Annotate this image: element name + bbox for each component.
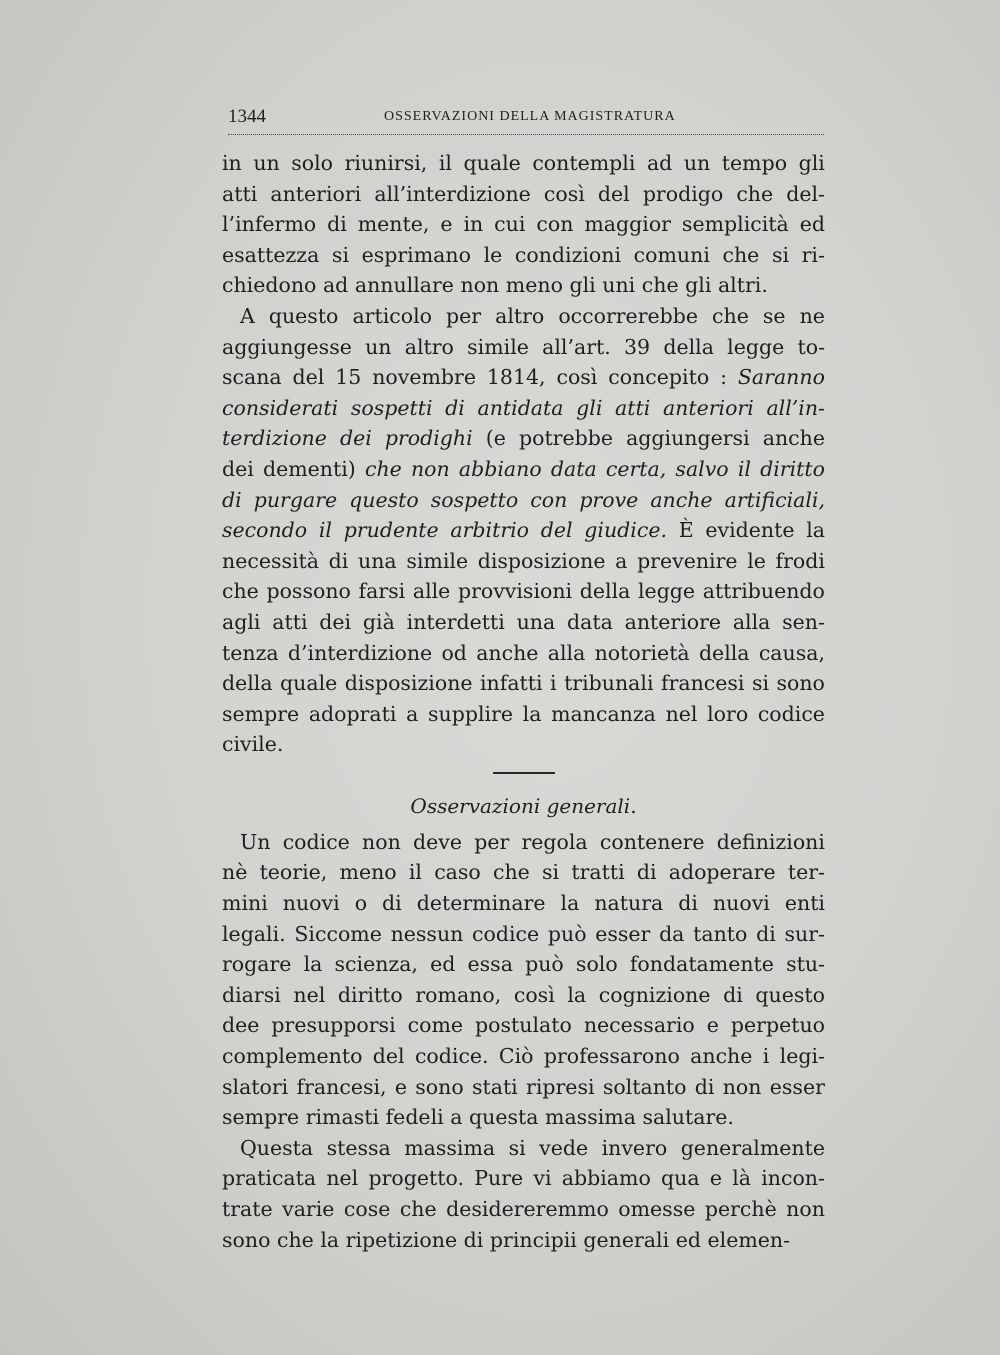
text-line: necessità di una simile disposizione a prevenire le frodi (222, 548, 825, 573)
text-line: rogare la scienza, ed essa può solo fondatamente stu- (222, 952, 825, 977)
text-line: tenza d’interdizione od anche alla notorietà della causa, (222, 640, 825, 665)
text-line: Un codice non deve per regola contenere definizioni (240, 829, 825, 854)
section-divider (493, 772, 555, 774)
text-line: scana del 15 novembre 1814, così concepito : Saranno (222, 365, 825, 390)
paragraph-4 (222, 1133, 825, 1255)
text-line: che possono farsi alle provvisioni della legge attribuendo (222, 579, 825, 604)
text-line: civile. (222, 732, 284, 757)
text-line: sono che la ripetizione di principii generali ed elemen- (222, 1227, 791, 1252)
page-number: 1344 (228, 106, 266, 127)
paragraph-2 (222, 301, 825, 760)
text-line: legali. Siccome nessun codice può esser da tanto di sur- (222, 921, 825, 946)
text-line: sempre adoprati a supplire la mancanza nel loro codice (222, 701, 825, 726)
text-line: esattezza si esprimano le condizioni comuni che si ri- (222, 242, 825, 267)
text-line: nè teorie, meno il caso che si tratti di adoperare ter- (222, 860, 825, 885)
body-text (222, 148, 825, 1255)
text-line: sempre rimasti fedeli a questa massima salutare. (222, 1105, 734, 1130)
text-line: slatori francesi, e sono stati ripresi soltanto di non esser (222, 1074, 825, 1099)
text-line: dee presupporsi come postulato necessario e perpetuo (222, 1013, 825, 1038)
text-line: di purgare questo sospetto con prove anche artificiali, (222, 487, 825, 512)
paragraph-3 (222, 827, 825, 1133)
text-line: trate varie cose che desidereremmo omesse perchè non (222, 1197, 825, 1221)
text-line: praticata nel progetto. Pure vi abbiamo qua e là incon- (222, 1166, 825, 1191)
text-line: terdizione dei prodighi (e potrebbe aggiungersi anche (222, 426, 825, 451)
text-line: considerati sospetti di antidata gli atti anteriori all’in- (222, 395, 825, 420)
text-line: in un solo riunirsi, il quale contempli ad un tempo gli (222, 151, 825, 175)
text-line: mini nuovi o di determinare la natura di nuovi enti (222, 891, 825, 916)
text-line: dei dementi) che non abbiano data certa, salvo il diritto (222, 456, 825, 481)
text-line: atti anteriori all’interdizione così del prodigo che del- (222, 181, 825, 206)
paragraph-1 (222, 148, 825, 301)
text-line: Questa stessa massima si vede invero generalmente (240, 1135, 825, 1160)
text-line: complemento del codice. Ciò professarono anche i legi- (222, 1044, 825, 1069)
running-head: OSSERVAZIONI DELLA MAGISTRATURA (384, 109, 676, 124)
text-line: aggiungesse un altro simile all’art. 39 della legge to- (222, 334, 825, 359)
page-header (228, 104, 824, 135)
text-line: l’infermo di mente, e in cui con maggior semplicità ed (222, 212, 825, 237)
text-line: diarsi nel diritto romano, così la cognizione di questo (222, 982, 825, 1007)
text-line: agli atti dei già interdetti una data anteriore alla sen- (222, 609, 825, 634)
text-line: della quale disposizione infatti i tribunali francesi si sono (222, 671, 825, 696)
text-line: chiedono ad annullare non meno gli uni che gli altri. (222, 273, 768, 298)
text-line: secondo il prudente arbitrio del giudice. È evidente la (222, 518, 825, 543)
section-heading: Osservazioni generali. (410, 793, 637, 818)
text-line: A questo articolo per altro occorrerebbe che se ne (240, 303, 825, 328)
